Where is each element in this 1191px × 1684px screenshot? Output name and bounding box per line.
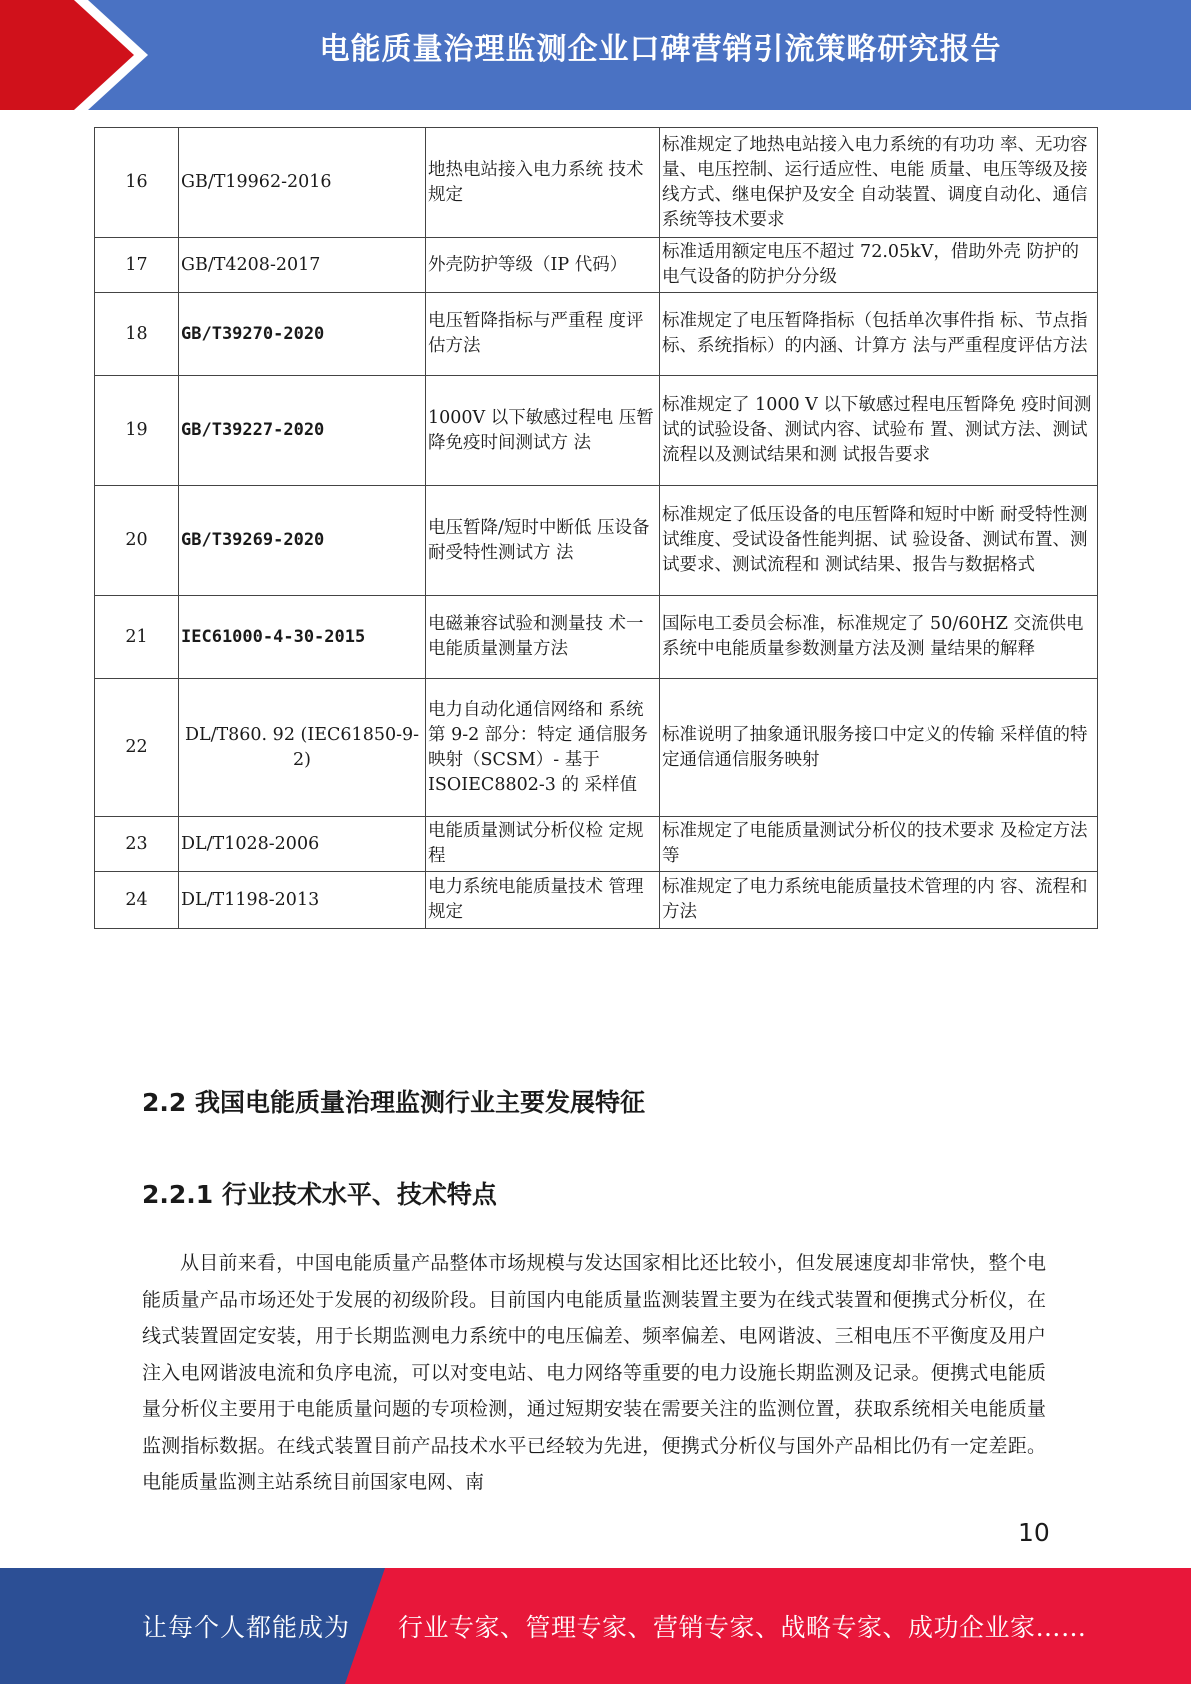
standard-name: 1000V 以下敏感过程电 压暂降免疫时间测试方 法	[426, 376, 660, 486]
standard-name: 外壳防护等级（IP 代码）	[426, 238, 660, 293]
standard-name: 电磁兼容试验和测量技 术一电能质量测量方法	[426, 596, 660, 679]
table-row	[95, 596, 1098, 679]
standard-description: 标准规定了电力系统电能质量技术管理的内 容、流程和方法	[660, 872, 1098, 929]
table-row	[95, 817, 1098, 872]
row-number: 17	[95, 238, 179, 293]
standard-description: 标准规定了低压设备的电压暂降和短时中断 耐受特性测试维度、受试设备性能判据、试 验设备、测试布置、测试要求、测试流程和 测试结果、报告与数据格式	[660, 486, 1098, 596]
standard-description: 标准适用额定电压不超过 72.05kV，借助外壳 防护的电气设备的防护分分级	[660, 238, 1098, 293]
standard-name: 电压暂降指标与严重程 度评估方法	[426, 293, 660, 376]
row-number: 22	[95, 679, 179, 817]
standard-code: GB/T4208-2017	[179, 238, 426, 293]
row-number: 20	[95, 486, 179, 596]
standard-code: DL/T1198-2013	[179, 872, 426, 929]
row-number: 21	[95, 596, 179, 679]
row-number: 23	[95, 817, 179, 872]
standard-code: GB/T39270-2020	[179, 293, 426, 376]
row-number: 24	[95, 872, 179, 929]
page-number: 10	[1018, 1518, 1050, 1547]
body-paragraph: 从目前来看，中国电能质量产品整体市场规模与发达国家相比还比较小，但发展速度却非常快，整个电能质量产品市场还处于发展的初级阶段。目前国内电能质量监测装置主要为在线式装置和便携式分析仪，在线式装置固定安装，用于长期监测电力系统中的电压偏差、频率偏差、电网谐波、三相电压不平衡度及用户注入电网谐波电流和负序电流，可以对变电站、电力网络等重要的电力设施长期监测及记录。便携式电能质量分析仪主要用于电能质量问题的专项检测，通过短期安装在需要关注的监测位置，获取系统相关电能质量监测指标数据。在线式装置目前产品技术水平已经较为先进，便携式分析仪与国外产品相比仍有一定差距。电能质量监测主站系统目前国家电网、南	[142, 1252, 1046, 1493]
subsection-heading: 2.2.1 行业技术水平、技术特点	[142, 1180, 497, 1209]
standard-code: GB/T19962-2016	[179, 128, 426, 238]
standard-name: 电压暂降/短时中断低 压设备耐受特性测试方 法	[426, 486, 660, 596]
standard-name: 电能质量测试分析仪检 定规程	[426, 817, 660, 872]
standard-code: DL/T860. 92 (IEC61850-9-2)	[179, 679, 426, 817]
standard-code: DL/T1028-2006	[179, 817, 426, 872]
standard-description: 标准说明了抽象通讯服务接口中定义的传输 采样值的特定通信通信服务映射	[660, 679, 1098, 817]
standard-name: 电力自动化通信网络和 系统第 9-2 部分：特定 通信服务映射（SCSM）- 基于 ISOIEC8802-3 的 采样值	[426, 679, 660, 817]
standard-name: 电力系统电能质量技术 管理规定	[426, 872, 660, 929]
standard-code: GB/T39227-2020	[179, 376, 426, 486]
table-row	[95, 486, 1098, 596]
standard-description: 标准规定了电能质量测试分析仪的技术要求 及检定方法等	[660, 817, 1098, 872]
standard-description: 标准规定了地热电站接入电力系统的有功功 率、无功容量、电压控制、运行适应性、电能 质量、电压等级及接线方式、继电保护及安全 自动装置、调度自动化、通信系统等技术要求	[660, 128, 1098, 238]
header-arrow-graphic	[0, 0, 155, 110]
standard-description: 标准规定了 1000 V 以下敏感过程电压暂降免 疫时间测试的试验设备、测试内容、试验布 置、测试方法、测试流程以及测试结果和测 试报告要求	[660, 376, 1098, 486]
page-footer	[0, 1568, 1191, 1684]
page-header	[0, 0, 1191, 110]
footer-slogan-left: 让每个人都能成为	[142, 1613, 351, 1642]
table-row	[95, 679, 1098, 817]
row-number: 19	[95, 376, 179, 486]
standard-description: 标准规定了电压暂降指标（包括单次事件指 标、节点指标、系统指标）的内涵、计算方 法与严重程度评估方法	[660, 293, 1098, 376]
table-row	[95, 128, 1098, 238]
table-row	[95, 376, 1098, 486]
standard-description: 国际电工委员会标准，标准规定了 50/60HZ 交流供电系统中电能质量参数测量方法及测 量结果的解释	[660, 596, 1098, 679]
row-number: 18	[95, 293, 179, 376]
table-row	[95, 238, 1098, 293]
report-title: 电能质量治理监测企业口碑营销引流策略研究报告	[319, 32, 1002, 67]
standard-name: 地热电站接入电力系统 技术规定	[426, 128, 660, 238]
table-row	[95, 293, 1098, 376]
section-heading: 2.2 我国电能质量治理监测行业主要发展特征	[142, 1088, 645, 1117]
table-row	[95, 872, 1098, 929]
standards-table	[94, 127, 1098, 929]
standard-code: GB/T39269-2020	[179, 486, 426, 596]
row-number: 16	[95, 128, 179, 238]
standard-code: IEC61000-4-30-2015	[179, 596, 426, 679]
footer-slogan-right: 行业专家、管理专家、营销专家、战略专家、成功企业家……	[398, 1613, 1087, 1642]
